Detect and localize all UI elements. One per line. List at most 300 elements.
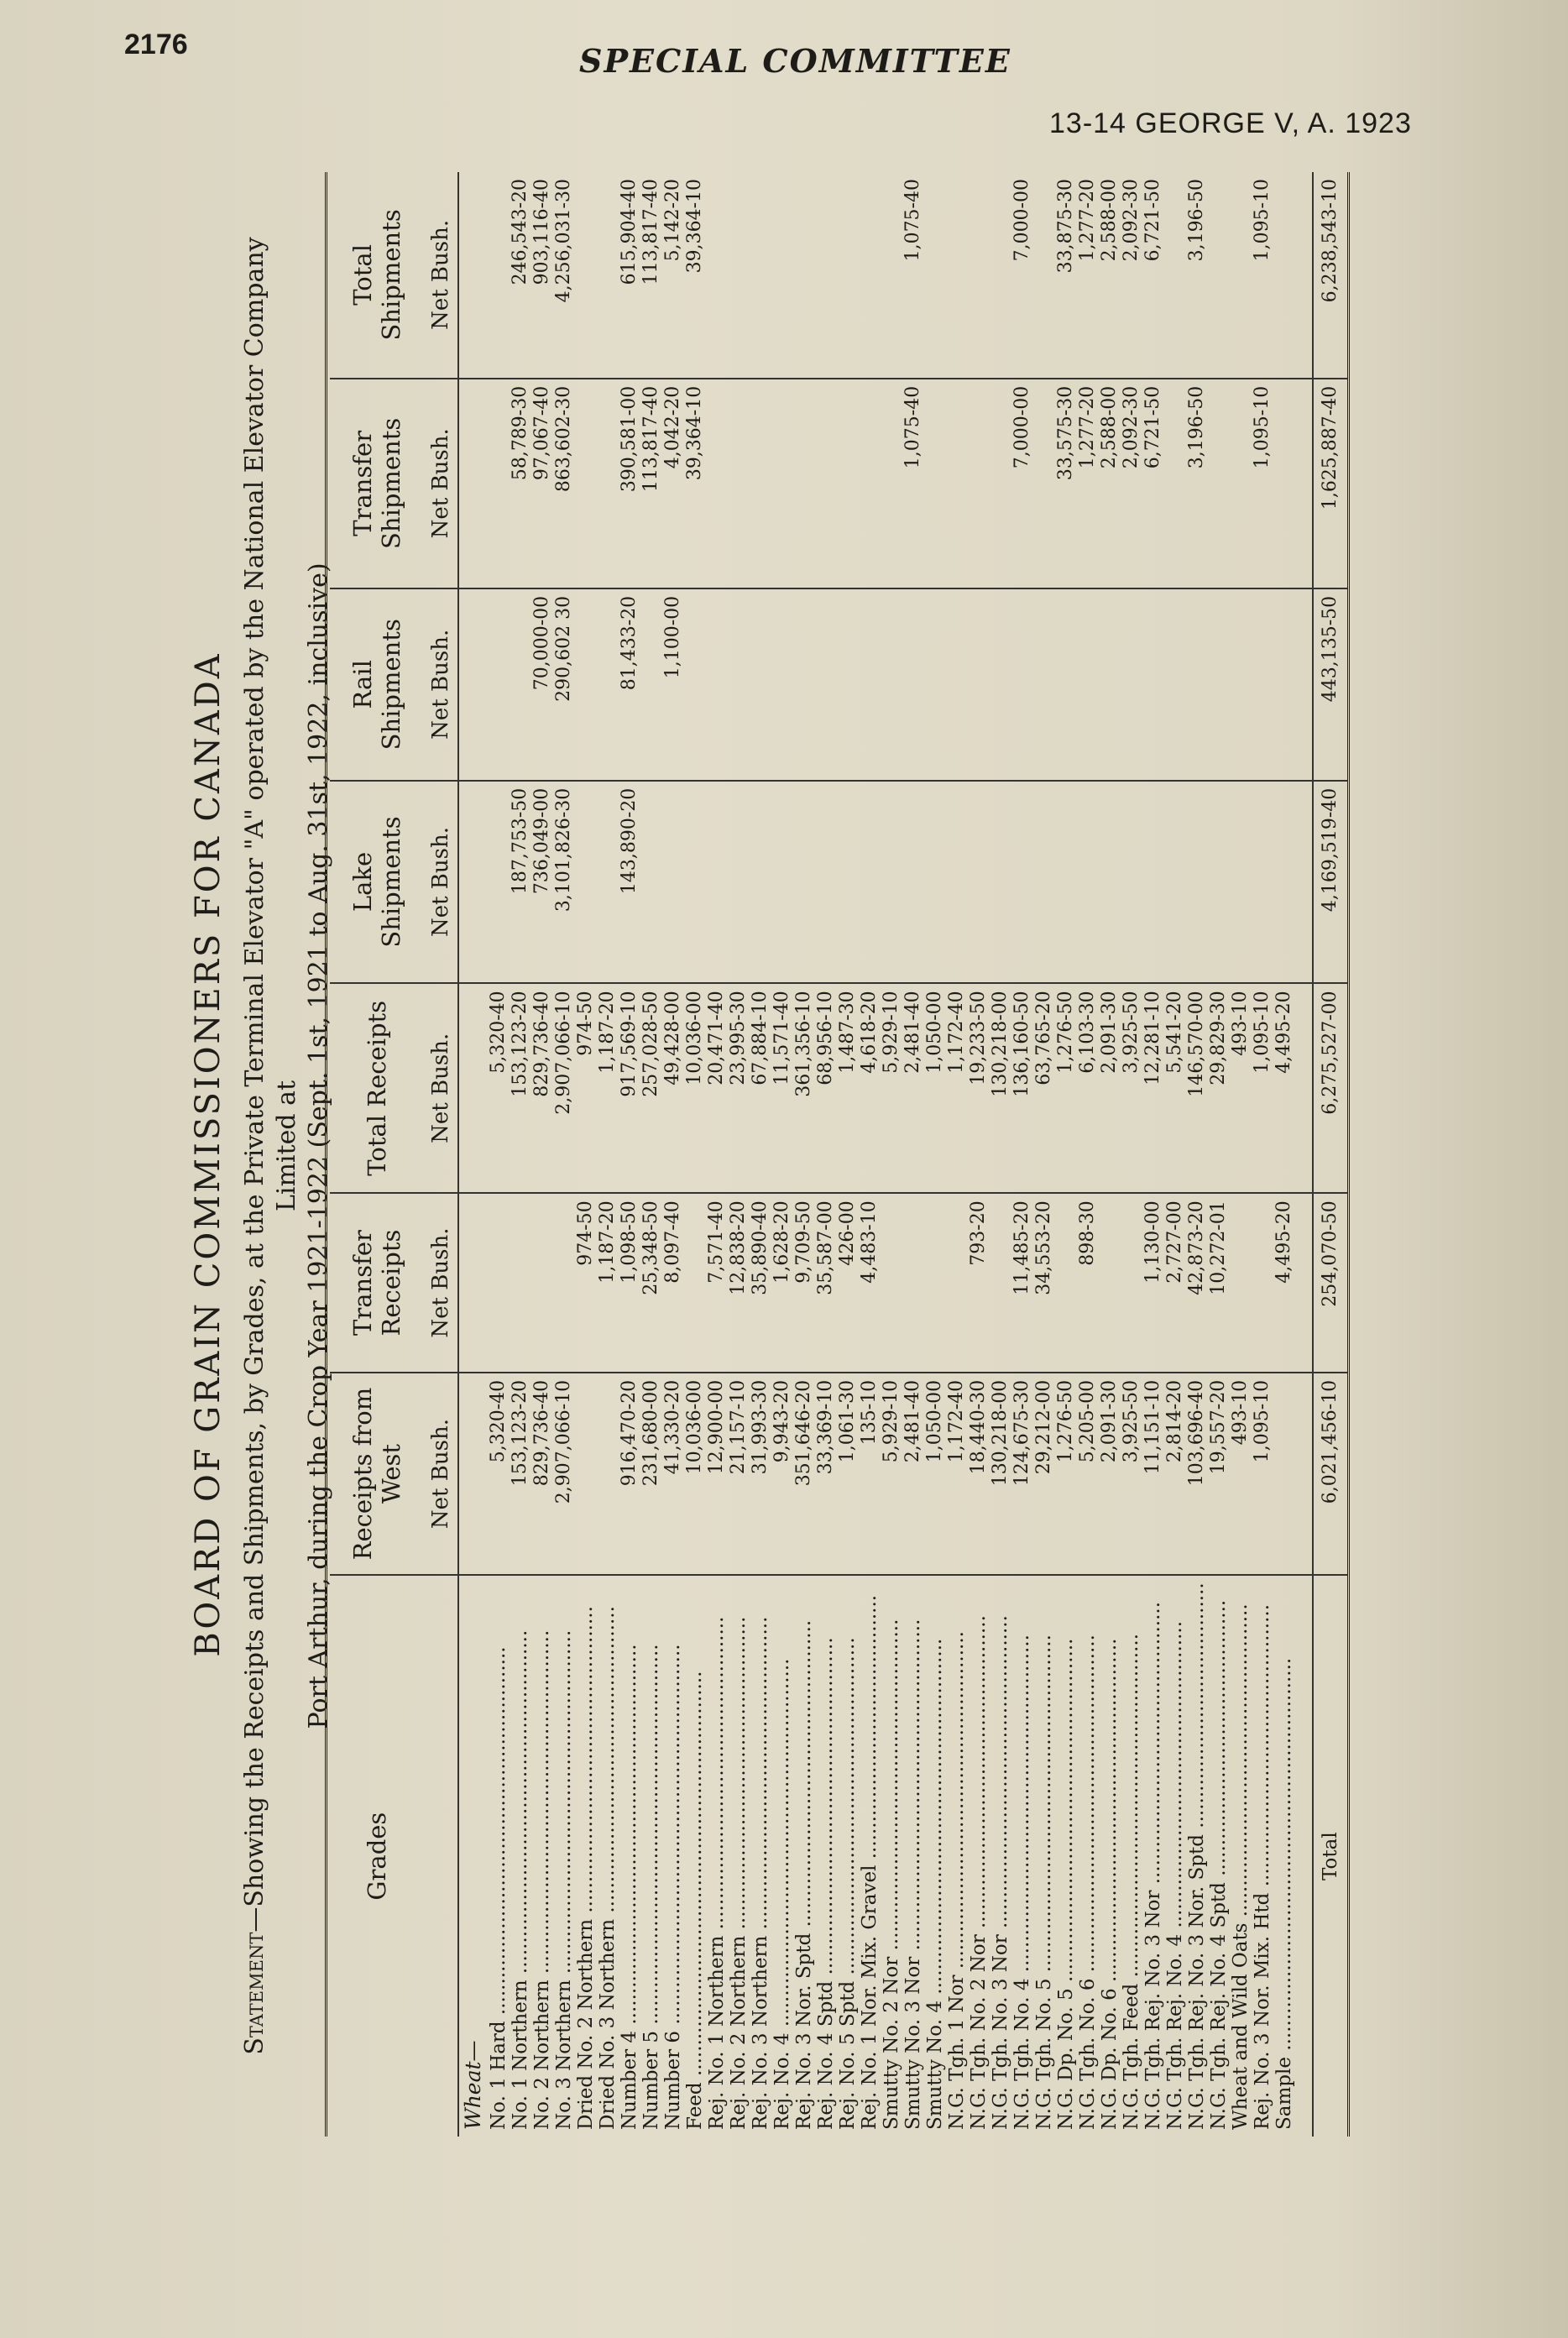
table-row (1033, 172, 1055, 2137)
lake-shipments-value: 3,101,826-30 (553, 781, 575, 984)
grade-label: Rej. No. 4 ............................................................ (771, 1658, 793, 2130)
total-receipts-value: 11,571-40 (771, 983, 793, 1193)
transfer-shipments-value (859, 379, 881, 588)
total-receipts-value: 19,233-50 (968, 983, 990, 1193)
rail-shipments-value (1099, 588, 1121, 781)
grade-name (750, 1575, 771, 2137)
total-receipts-value: 1,187-20 (597, 983, 619, 1193)
grade-name (859, 1575, 881, 2137)
rail-shipments-value (1011, 588, 1033, 781)
receipts-west-value: 1,050-00 (924, 1373, 946, 1575)
total-shipments-value (859, 172, 881, 379)
grade-name (706, 1575, 728, 2137)
transfer-shipments-value (575, 379, 597, 588)
transfer-shipments-value (1164, 379, 1186, 588)
table-row (728, 172, 750, 2137)
grade-label: N.G. Dp. No. 6 ........................................................ (1099, 1638, 1121, 2130)
transfer-receipts-value: 898-30 (1077, 1193, 1099, 1373)
transfer-receipts-value (488, 1193, 510, 1373)
transfer-receipts-value (881, 1193, 902, 1373)
receipts-west-value: 31,993-30 (750, 1373, 771, 1575)
transfer-shipments-value (946, 379, 968, 588)
receipts-west-value: 1,276-50 (1055, 1373, 1077, 1575)
grade-label: N.G. Tgh. Rej. No. 4 .................................................. (1164, 1620, 1186, 2130)
lake-shipments-value (1099, 781, 1121, 984)
rail-shipments-value (1121, 588, 1142, 781)
table-row (640, 172, 662, 2137)
lake-shipments-value (1055, 781, 1077, 984)
grade-name (1186, 1575, 1208, 2137)
total-receipts-value: 257,028-50 (640, 983, 662, 1193)
receipts-west-value: 829,736-40 (531, 1373, 553, 1575)
col-rail-shipments: Rail Shipments (330, 588, 424, 781)
transfer-shipments-value (1033, 379, 1055, 588)
total-shipments-value (1164, 172, 1186, 379)
transfer-shipments-value: 1,075-40 (902, 379, 924, 588)
rail-shipments-value (1186, 588, 1208, 781)
rotated-statement (172, 172, 1398, 2137)
lake-shipments-value (1252, 781, 1273, 984)
table-row (990, 172, 1011, 2137)
lake-shipments-value (924, 781, 946, 984)
receipts-west-value: 130,218-00 (990, 1373, 1011, 1575)
table-row (1055, 172, 1077, 2137)
transfer-shipments-value (1208, 379, 1230, 588)
lake-shipments-value (662, 781, 684, 984)
rail-shipments-value: 290,602 30 (553, 588, 575, 781)
unit-label: Net Bush. (424, 588, 458, 781)
rail-shipments-value (575, 588, 597, 781)
total-shipments-value: 7,000-00 (1011, 172, 1033, 379)
grade-name (837, 1575, 859, 2137)
grade-label: N.G. Tgh. No. 3 Nor ................................................... (990, 1615, 1011, 2130)
grade-name (1230, 1575, 1252, 2137)
table-row (771, 172, 793, 2137)
transfer-shipments-value: 3,196-50 (1186, 379, 1208, 588)
lake-shipments-value (946, 781, 968, 984)
transfer-shipments-value: 1,095-10 (1252, 379, 1273, 588)
unit-blank (424, 1575, 458, 2137)
total-receipts-value: 361,356-10 (793, 983, 815, 1193)
transfer-shipments-value (488, 379, 510, 588)
total-shipments-value (706, 172, 728, 379)
unit-label: Net Bush. (424, 781, 458, 984)
grade-label: Rej. No. 2 Northern ................................................... (728, 1616, 750, 2130)
total-receipts-value: 1,172-40 (946, 983, 968, 1193)
transfer-receipts-value (553, 1193, 575, 1373)
receipts-west-value: 5,205-00 (1077, 1373, 1099, 1575)
transfer-receipts-value: 34,553-20 (1033, 1193, 1055, 1373)
grade-label: Total (1320, 1832, 1341, 1880)
total-shipments-value: 1,277-20 (1077, 172, 1099, 379)
transfer-shipments-value (1273, 379, 1295, 588)
receipts-west-value: 33,369-10 (815, 1373, 837, 1575)
spacer-row (1295, 172, 1313, 2137)
lake-shipments-value (597, 781, 619, 984)
lake-shipments-value (575, 781, 597, 984)
table-row (1230, 172, 1252, 2137)
table-row (1142, 172, 1164, 2137)
lake-shipments-value (968, 781, 990, 984)
rail-shipments-value (1033, 588, 1055, 781)
grade-label: Wheat and Wild Oats ................................................... (1230, 1603, 1252, 2130)
transfer-receipts-value: 426-00 (837, 1193, 859, 1373)
receipts-west-value: 1,172-40 (946, 1373, 968, 1575)
rail-shipments-value (706, 588, 728, 781)
transfer-shipments-value: 113,817-40 (640, 379, 662, 588)
rail-shipments-value: 81,433-20 (619, 588, 640, 781)
table-row (488, 172, 510, 2137)
rail-shipments-value: 1,100-00 (662, 588, 684, 781)
total-receipts-value: 1,050-00 (924, 983, 946, 1193)
transfer-receipts-value (1252, 1193, 1273, 1373)
total-shipments-value (968, 172, 990, 379)
lake-shipments-value (902, 781, 924, 984)
col-total-receipts: Total Receipts (330, 983, 424, 1193)
rail-shipments-value (968, 588, 990, 781)
lake-shipments-value (1121, 781, 1142, 984)
lake-shipments-value (837, 781, 859, 984)
table-row (510, 172, 531, 2137)
transfer-receipts-value: 2,727-00 (1164, 1193, 1186, 1373)
transfer-shipments-value: 1,625,887-40 (1313, 379, 1349, 588)
grade-label: No. 3 Northern ........................................................ (553, 1629, 575, 2130)
total-shipments-value (815, 172, 837, 379)
grade-label: Number 4 .............................................................. (619, 1644, 640, 2130)
transfer-receipts-value (684, 1193, 706, 1373)
table-row (815, 172, 837, 2137)
table-row (924, 172, 946, 2137)
statement-line-1: —Showing the Receipts and Shipments, by Grades, at the Private Terminal Elevator "A" operated by the National Elevator Company Limited at (240, 237, 301, 1933)
table-row (706, 172, 728, 2137)
transfer-receipts-value: 1,098-50 (619, 1193, 640, 1373)
total-receipts-value: 5,541-20 (1164, 983, 1186, 1193)
lake-shipments-value: 143,890-20 (619, 781, 640, 984)
top-rule (325, 172, 327, 2137)
lake-shipments-value (640, 781, 662, 984)
grade-label: Smutty No. 2 Nor ...................................................... (881, 1619, 902, 2130)
grade-name (510, 1575, 531, 2137)
total-shipments-value (728, 172, 750, 379)
transfer-shipments-value (771, 379, 793, 588)
lake-shipments-value (706, 781, 728, 984)
transfer-shipments-value (706, 379, 728, 588)
grade-label: Rej. No. 5 Sptd ....................................................... (837, 1637, 859, 2130)
total-shipments-value: 4,256,031-30 (553, 172, 575, 379)
lake-shipments-value (881, 781, 902, 984)
table-row (684, 172, 706, 2137)
col-transfer-receipts: Transfer Receipts (330, 1193, 424, 1373)
total-receipts-value: 974-50 (575, 983, 597, 1193)
statement-caption (239, 206, 335, 2086)
grade-name (575, 1575, 597, 2137)
statement-line-2: Port Arthur, during the Crop Year 1921-1922 (Sept. 1st, 1921 to Aug. 31st, 1922, inclusive) (304, 562, 333, 1729)
transfer-shipments-value: 2,092-30 (1121, 379, 1142, 588)
transfer-receipts-value (1055, 1193, 1077, 1373)
table-row (531, 172, 553, 2137)
total-shipments-value (1033, 172, 1055, 379)
unit-label: Net Bush. (424, 172, 458, 379)
transfer-shipments-value: 390,581-00 (619, 379, 640, 588)
grade-name (553, 1575, 575, 2137)
rail-shipments-value (684, 588, 706, 781)
total-shipments-value (575, 172, 597, 379)
grade-label: Rej. No. 1 Nor. Mix. Gravel ........................................... (859, 1594, 881, 2130)
total-shipments-value: 1,075-40 (902, 172, 924, 379)
col-grades: Grades (363, 1812, 391, 1901)
transfer-shipments-value: 97,067-40 (531, 379, 553, 588)
transfer-receipts-value: 4,483-10 (859, 1193, 881, 1373)
total-receipts-value: 146,570-00 (1186, 983, 1208, 1193)
table-row (597, 172, 619, 2137)
transfer-shipments-value (837, 379, 859, 588)
grade-name (793, 1575, 815, 2137)
grade-label: Number 5 .............................................................. (640, 1644, 662, 2130)
lake-shipments-value (815, 781, 837, 984)
grade-name (531, 1575, 553, 2137)
total-shipments-value (881, 172, 902, 379)
total-receipts-value: 6,275,527-00 (1313, 983, 1349, 1193)
grade-name (1055, 1575, 1077, 2137)
total-receipts-value: 2,091-30 (1099, 983, 1121, 1193)
total-shipments-value (946, 172, 968, 379)
table-row (946, 172, 968, 2137)
total-receipts-value: 10,036-00 (684, 983, 706, 1193)
table-row (793, 172, 815, 2137)
transfer-receipts-value (510, 1193, 531, 1373)
table-row (837, 172, 859, 2137)
grade-label: Dried No. 2 Northern .................................................. (575, 1606, 597, 2130)
table-row (662, 172, 684, 2137)
receipts-west-value (1273, 1373, 1295, 1575)
total-shipments-value (837, 172, 859, 379)
grade-name (1164, 1575, 1186, 2137)
grade-name (684, 1575, 706, 2137)
statement-table (330, 172, 1350, 2137)
transfer-receipts-value (902, 1193, 924, 1373)
total-receipts-value: 67,884-10 (750, 983, 771, 1193)
transfer-shipments-value (815, 379, 837, 588)
receipts-west-value: 5,320-40 (488, 1373, 510, 1575)
grade-label: N.G. Tgh. Rej. No. 3 Nor .............................................. (1142, 1601, 1164, 2130)
grade-name (1313, 1575, 1349, 2137)
transfer-receipts-value: 42,873-20 (1186, 1193, 1208, 1373)
rail-shipments-value (728, 588, 750, 781)
lake-shipments-value (1186, 781, 1208, 984)
transfer-receipts-value: 1,628-20 (771, 1193, 793, 1373)
statement-label: Statement (240, 1932, 269, 2055)
grade-label: Rej. No. 3 Nor. Sptd .................................................. (793, 1619, 815, 2130)
total-receipts-value: 130,218-00 (990, 983, 1011, 1193)
receipts-west-value: 351,646-20 (793, 1373, 815, 1575)
rail-shipments-value (990, 588, 1011, 781)
lake-shipments-value (1164, 781, 1186, 984)
receipts-west-value: 6,021,456-10 (1313, 1373, 1349, 1575)
unit-label: Net Bush. (424, 1193, 458, 1373)
receipts-west-value: 10,036-00 (684, 1373, 706, 1575)
grade-name (946, 1575, 968, 2137)
rail-shipments-value (902, 588, 924, 781)
transfer-receipts-value: 1,130-00 (1142, 1193, 1164, 1373)
table-row (1252, 172, 1273, 2137)
receipts-west-value: 103,696-40 (1186, 1373, 1208, 1575)
grade-name (1011, 1575, 1033, 2137)
rail-shipments-value (1273, 588, 1295, 781)
table-row (1186, 172, 1208, 2137)
rail-shipments-value: 443,135-50 (1313, 588, 1349, 781)
table-row (1011, 172, 1033, 2137)
rail-shipments-value (946, 588, 968, 781)
transfer-receipts-value: 254,070-50 (1313, 1193, 1349, 1373)
transfer-receipts-value: 25,348-50 (640, 1193, 662, 1373)
grade-name (728, 1575, 750, 2137)
total-shipments-value: 39,364-10 (684, 172, 706, 379)
transfer-shipments-value: 863,602-30 (553, 379, 575, 588)
transfer-receipts-value: 35,587-00 (815, 1193, 837, 1373)
table-row (575, 172, 597, 2137)
transfer-receipts-value: 12,838-20 (728, 1193, 750, 1373)
total-shipments-value: 33,875-30 (1055, 172, 1077, 379)
total-shipments-value (750, 172, 771, 379)
grade-label: Rej. No. 3 Nor. Mix. Htd .............................................. (1252, 1603, 1273, 2130)
unit-row (424, 172, 458, 2137)
total-receipts-value: 1,276-50 (1055, 983, 1077, 1193)
total-shipments-value (793, 172, 815, 379)
rail-shipments-value (510, 588, 531, 781)
table-row (553, 172, 575, 2137)
transfer-shipments-value (728, 379, 750, 588)
rail-shipments-value (815, 588, 837, 781)
total-receipts-value: 63,765-20 (1033, 983, 1055, 1193)
grade-label: N.G. Tgh. Rej. No. 4 Sptd ............................................. (1208, 1599, 1230, 2130)
receipts-west-value: 1,061-30 (837, 1373, 859, 1575)
grade-label: Smutty No. 4 .......................................................... (924, 1638, 946, 2130)
lake-shipments-value: 4,169,519-40 (1313, 781, 1349, 984)
lake-shipments-value (1033, 781, 1055, 984)
grade-name (1077, 1575, 1099, 2137)
total-receipts-value: 23,995-30 (728, 983, 750, 1193)
grade-label: N.G. Tgh. No. 6 ....................................................... (1077, 1635, 1099, 2130)
transfer-shipments-value (990, 379, 1011, 588)
transfer-receipts-value: 10,272-01 (1208, 1193, 1230, 1373)
receipts-west-value: 2,091-30 (1099, 1373, 1121, 1575)
total-receipts-value: 136,160-50 (1011, 983, 1033, 1193)
transfer-receipts-value: 7,571-40 (706, 1193, 728, 1373)
transfer-receipts-value: 974-50 (575, 1193, 597, 1373)
total-shipments-value (1208, 172, 1230, 379)
col-transfer-shipments: Transfer Shipments (330, 379, 424, 588)
grade-label: Sample ................................................................ (1273, 1657, 1295, 2130)
total-shipments-value (597, 172, 619, 379)
grade-label: Rej. No. 1 Northern ................................................... (706, 1616, 728, 2130)
transfer-receipts-value (1121, 1193, 1142, 1373)
grade-label: N.G. Tgh. Rej. No. 3 Nor. Sptd ........................................ (1186, 1582, 1208, 2130)
grade-name (1033, 1575, 1055, 2137)
rail-shipments-value (1077, 588, 1099, 781)
total-shipments-value (924, 172, 946, 379)
total-receipts-value: 153,123-20 (510, 983, 531, 1193)
transfer-shipments-value (968, 379, 990, 588)
col-lake-shipments: Lake Shipments (330, 781, 424, 984)
grade-name (881, 1575, 902, 2137)
grade-label: Feed .................................................................. (684, 1671, 706, 2130)
receipts-west-value: 231,680-00 (640, 1373, 662, 1575)
total-receipts-value: 5,320-40 (488, 983, 510, 1193)
grade-name (1121, 1575, 1142, 2137)
grade-label: N.G. Tgh. No. 5 ....................................................... (1033, 1635, 1055, 2130)
transfer-receipts-value (1230, 1193, 1252, 1373)
transfer-shipments-value: 1,277-20 (1077, 379, 1099, 588)
rail-shipments-value (1230, 588, 1252, 781)
table-row (1099, 172, 1121, 2137)
grade-name (640, 1575, 662, 2137)
grade-label: No. 1 Hard ............................................................ (488, 1646, 510, 2130)
transfer-shipments-value (793, 379, 815, 588)
receipts-west-value: 19,557-20 (1208, 1373, 1230, 1575)
grade-name (924, 1575, 946, 2137)
total-receipts-value: 29,829-30 (1208, 983, 1230, 1193)
grade-label: Smutty No. 3 Nor ...................................................... (902, 1619, 924, 2130)
rail-shipments-value (597, 588, 619, 781)
rail-shipments-value (924, 588, 946, 781)
total-shipments-value (1273, 172, 1295, 379)
lake-shipments-value (990, 781, 1011, 984)
unit-label: Net Bush. (424, 1373, 458, 1575)
rail-shipments-value (1055, 588, 1077, 781)
grade-name (1208, 1575, 1230, 2137)
grade-label: N.G. Tgh. Feed ........................................................ (1121, 1633, 1142, 2130)
transfer-receipts-value: 35,890-40 (750, 1193, 771, 1373)
total-receipts-value: 829,736-40 (531, 983, 553, 1193)
total-shipments-value: 2,092-30 (1121, 172, 1142, 379)
session-reference: 13-14 GEORGE V, A. 1923 (1049, 107, 1412, 139)
lake-shipments-value (1230, 781, 1252, 984)
receipts-west-value: 2,907,066-10 (553, 1373, 575, 1575)
grade-name (597, 1575, 619, 2137)
table-row (1121, 172, 1142, 2137)
receipts-west-value (597, 1373, 619, 1575)
lake-shipments-value (1208, 781, 1230, 984)
total-receipts-value: 917,569-10 (619, 983, 640, 1193)
total-shipments-value: 615,904-40 (619, 172, 640, 379)
transfer-shipments-value: 58,789-30 (510, 379, 531, 588)
total-receipts-value: 4,618-20 (859, 983, 881, 1193)
unit-label: Net Bush. (424, 983, 458, 1193)
total-shipments-value (990, 172, 1011, 379)
table-row (1164, 172, 1186, 2137)
section-row (458, 172, 488, 2137)
total-shipments-value (488, 172, 510, 379)
transfer-receipts-value (990, 1193, 1011, 1373)
rail-shipments-value (859, 588, 881, 781)
total-shipments-value: 6,721-50 (1142, 172, 1164, 379)
total-receipts-value: 493-10 (1230, 983, 1252, 1193)
grade-label: Number 6 .............................................................. (662, 1644, 684, 2130)
transfer-receipts-value: 1,187-20 (597, 1193, 619, 1373)
rail-shipments-value (1142, 588, 1164, 781)
transfer-shipments-value: 7,000-00 (1011, 379, 1033, 588)
receipts-west-value: 29,212-00 (1033, 1373, 1055, 1575)
transfer-shipments-value (597, 379, 619, 588)
total-shipments-value: 6,238,543-10 (1313, 172, 1349, 379)
total-receipts-value: 2,907,066-10 (553, 983, 575, 1193)
transfer-receipts-value (946, 1193, 968, 1373)
rail-shipments-value (1164, 588, 1186, 781)
total-shipments-value: 2,588-00 (1099, 172, 1121, 379)
transfer-shipments-value: 39,364-10 (684, 379, 706, 588)
total-shipments-value (1230, 172, 1252, 379)
transfer-receipts-value: 8,097-40 (662, 1193, 684, 1373)
